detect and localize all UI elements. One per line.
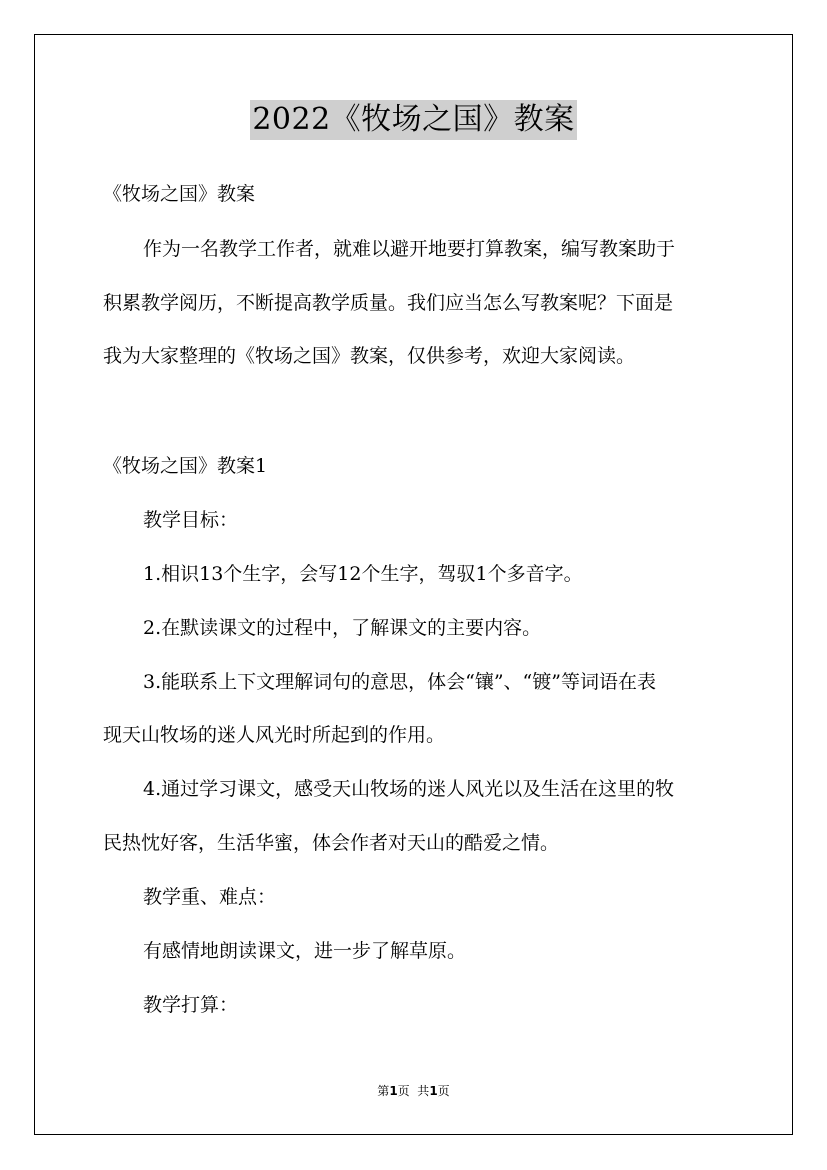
section-heading: 《牧场之国》教案1 (103, 455, 268, 477)
intro-line-3: 我为大家整理的《牧场之国》教案，仅供参考，欢迎大家阅读。 (103, 345, 636, 367)
document-title: 2022《牧场之国》教案 (250, 100, 576, 140)
page-footer (0, 1083, 827, 1099)
intro-line-2: 积累教学阅历，不断提高教学质量。我们应当怎么写教案呢？下面是 (103, 292, 674, 314)
document-subtitle: 《牧场之国》教案 (103, 183, 256, 205)
footer-page-current: 1 (389, 1084, 398, 1098)
title-container (0, 100, 827, 140)
footer-page-prefix: 第 (377, 1084, 390, 1098)
footer-page-total: 1 (429, 1084, 438, 1098)
goal-3-line-1: 3.能联系上下文理解词句的意思，体会“镶”、“镀”等词语在表 (143, 671, 656, 693)
goal-2: 2.在默读课文的过程中，了解课文的主要内容。 (143, 617, 542, 639)
goal-4-line-1: 4.通过学习课文，感受天山牧场的迷人风光以及生活在这里的牧 (143, 778, 675, 800)
footer-page-mid: 页 共 (397, 1084, 430, 1098)
goal-3-line-2: 现天山牧场的迷人风光时所起到的作用。 (103, 724, 446, 746)
goal-1: 1.相识13个生字，会写12个生字，驾驭1个多音字。 (143, 563, 583, 585)
plan-label: 教学打算： (143, 994, 239, 1016)
intro-line-1: 作为一名教学工作者，就难以避开地要打算教案，编写教案助于 (143, 238, 676, 260)
keypoints-label: 教学重、难点： (143, 886, 277, 908)
keypoints-text: 有感情地朗读课文，进一步了解草原。 (143, 940, 467, 962)
goal-4-line-2: 民热忱好客，生活华蜜，体会作者对天山的酷爱之情。 (103, 832, 560, 854)
goals-label: 教学目标： (143, 509, 239, 531)
footer-page-suffix: 页 (437, 1084, 450, 1098)
